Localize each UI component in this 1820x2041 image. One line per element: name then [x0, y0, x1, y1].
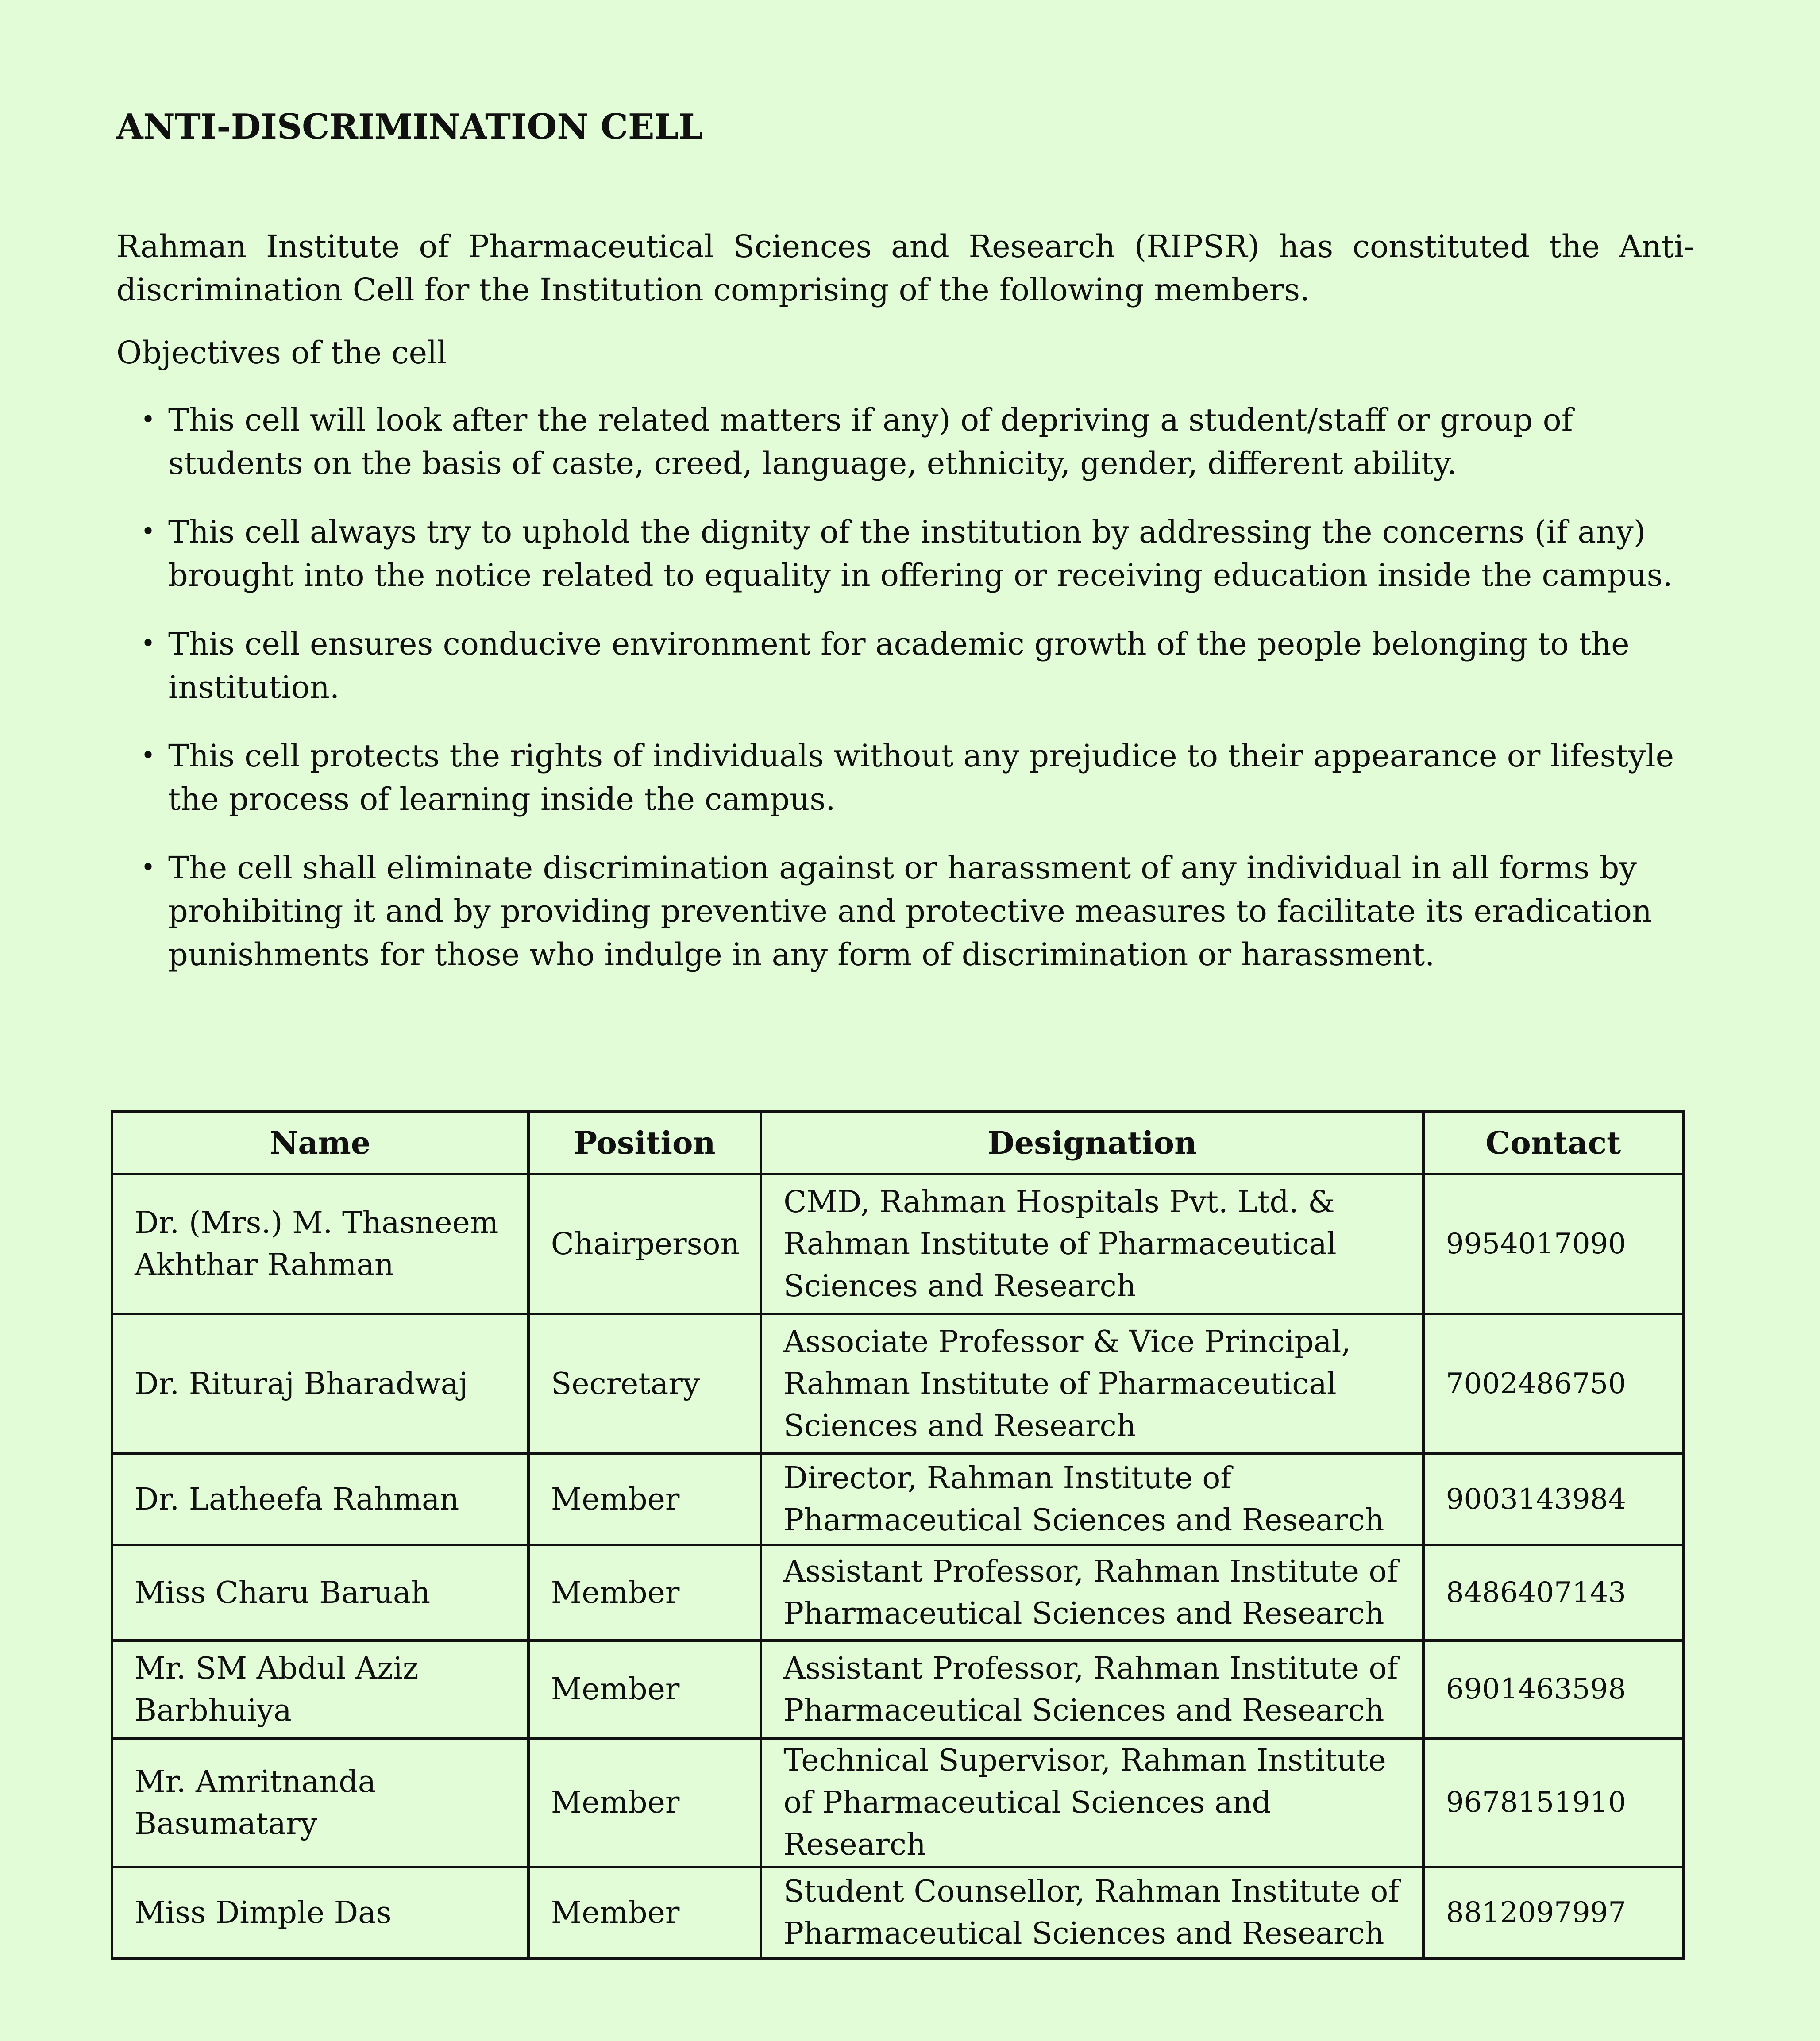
members-table: [111, 1110, 1685, 1960]
table-row: [112, 1454, 1683, 1545]
member-position: Member: [528, 1454, 761, 1545]
objectives-list: [141, 398, 1708, 1001]
member-name: Miss Dimple Das: [112, 1867, 528, 1958]
member-designation: Assistant Professor, Rahman Institute of Pharmaceutical Sciences and Research: [761, 1641, 1423, 1738]
member-contact: 9678151910: [1423, 1738, 1683, 1867]
member-designation: Student Counsellor, Rahman Institute of Pharmaceutical Sciences and Research: [761, 1867, 1423, 1958]
page-title: ANTI-DISCRIMINATION CELL: [116, 107, 703, 147]
member-contact: 9003143984: [1423, 1454, 1683, 1545]
member-designation: Technical Supervisor, Rahman Institute of Pharmaceutical Sciences and Research: [761, 1738, 1423, 1867]
member-name: Dr. Rituraj Bharadwaj: [112, 1314, 528, 1454]
member-name: Mr. Amritnanda Basumatary: [112, 1738, 528, 1867]
table-row: [112, 1867, 1683, 1958]
table-header-row: [112, 1111, 1683, 1174]
table-row: [112, 1738, 1683, 1867]
objectives-heading: Objectives of the cell: [116, 335, 447, 371]
member-contact: 6901463598: [1423, 1641, 1683, 1738]
member-name: Mr. SM Abdul Aziz Barbhuiya: [112, 1641, 528, 1738]
member-position: Member: [528, 1545, 761, 1641]
member-contact: 8812097997: [1423, 1867, 1683, 1958]
member-designation: Associate Professor & Vice Principal, Rahman Institute of Pharmaceutical Sciences and Research: [761, 1314, 1423, 1454]
objective-item: • This cell ensures conducive environment for academic growth of the people belonging to the institution.: [141, 622, 1708, 709]
member-designation: CMD, Rahman Hospitals Pvt. Ltd. & Rahman Institute of Pharmaceutical Sciences and Research: [761, 1174, 1423, 1314]
member-designation: Assistant Professor, Rahman Institute of Pharmaceutical Sciences and Research: [761, 1545, 1423, 1641]
intro-paragraph: Rahman Institute of Pharmaceutical Sciences and Research (RIPSR) has constituted the Anti-discrimination Cell for the Institution comprising of the following members.: [116, 228, 1694, 308]
member-designation: Director, Rahman Institute of Pharmaceutical Sciences and Research: [761, 1454, 1423, 1545]
table-row: [112, 1314, 1683, 1454]
member-contact: 8486407143: [1423, 1545, 1683, 1641]
objective-item: • This cell protects the rights of individuals without any prejudice to their appearance or lifestyle the process of learning inside the campus.: [141, 734, 1708, 821]
table-row: [112, 1545, 1683, 1641]
header-contact: Contact: [1423, 1111, 1683, 1174]
objective-item: • This cell will look after the related matters if any) of depriving a student/staff or group of students on the basis of caste, creed, language, ethnicity, gender, different ability.: [141, 398, 1708, 485]
header-name: Name: [112, 1111, 528, 1174]
header-designation: Designation: [761, 1111, 1423, 1174]
member-position: Member: [528, 1641, 761, 1738]
member-contact: 9954017090: [1423, 1174, 1683, 1314]
member-name: Miss Charu Baruah: [112, 1545, 528, 1641]
objective-item: • The cell shall eliminate discrimination against or harassment of any individual in all forms by prohibiting it and by providing preventive and protective measures to facilitate its eradication punishments for those who indulge in any form of discrimination or harassment.: [141, 846, 1708, 976]
header-position: Position: [528, 1111, 761, 1174]
member-position: Member: [528, 1738, 761, 1867]
member-contact: 7002486750: [1423, 1314, 1683, 1454]
objective-item: • This cell always try to uphold the dignity of the institution by addressing the concerns (if any) brought into the notice related to equality in offering or receiving education inside the campus.: [141, 510, 1708, 597]
member-position: Member: [528, 1867, 761, 1958]
member-position: Chairperson: [528, 1174, 761, 1314]
member-name: Dr. (Mrs.) M. Thasneem Akhthar Rahman: [112, 1174, 528, 1314]
table-row: [112, 1174, 1683, 1314]
table-row: [112, 1641, 1683, 1738]
member-name: Dr. Latheefa Rahman: [112, 1454, 528, 1545]
member-position: Secretary: [528, 1314, 761, 1454]
